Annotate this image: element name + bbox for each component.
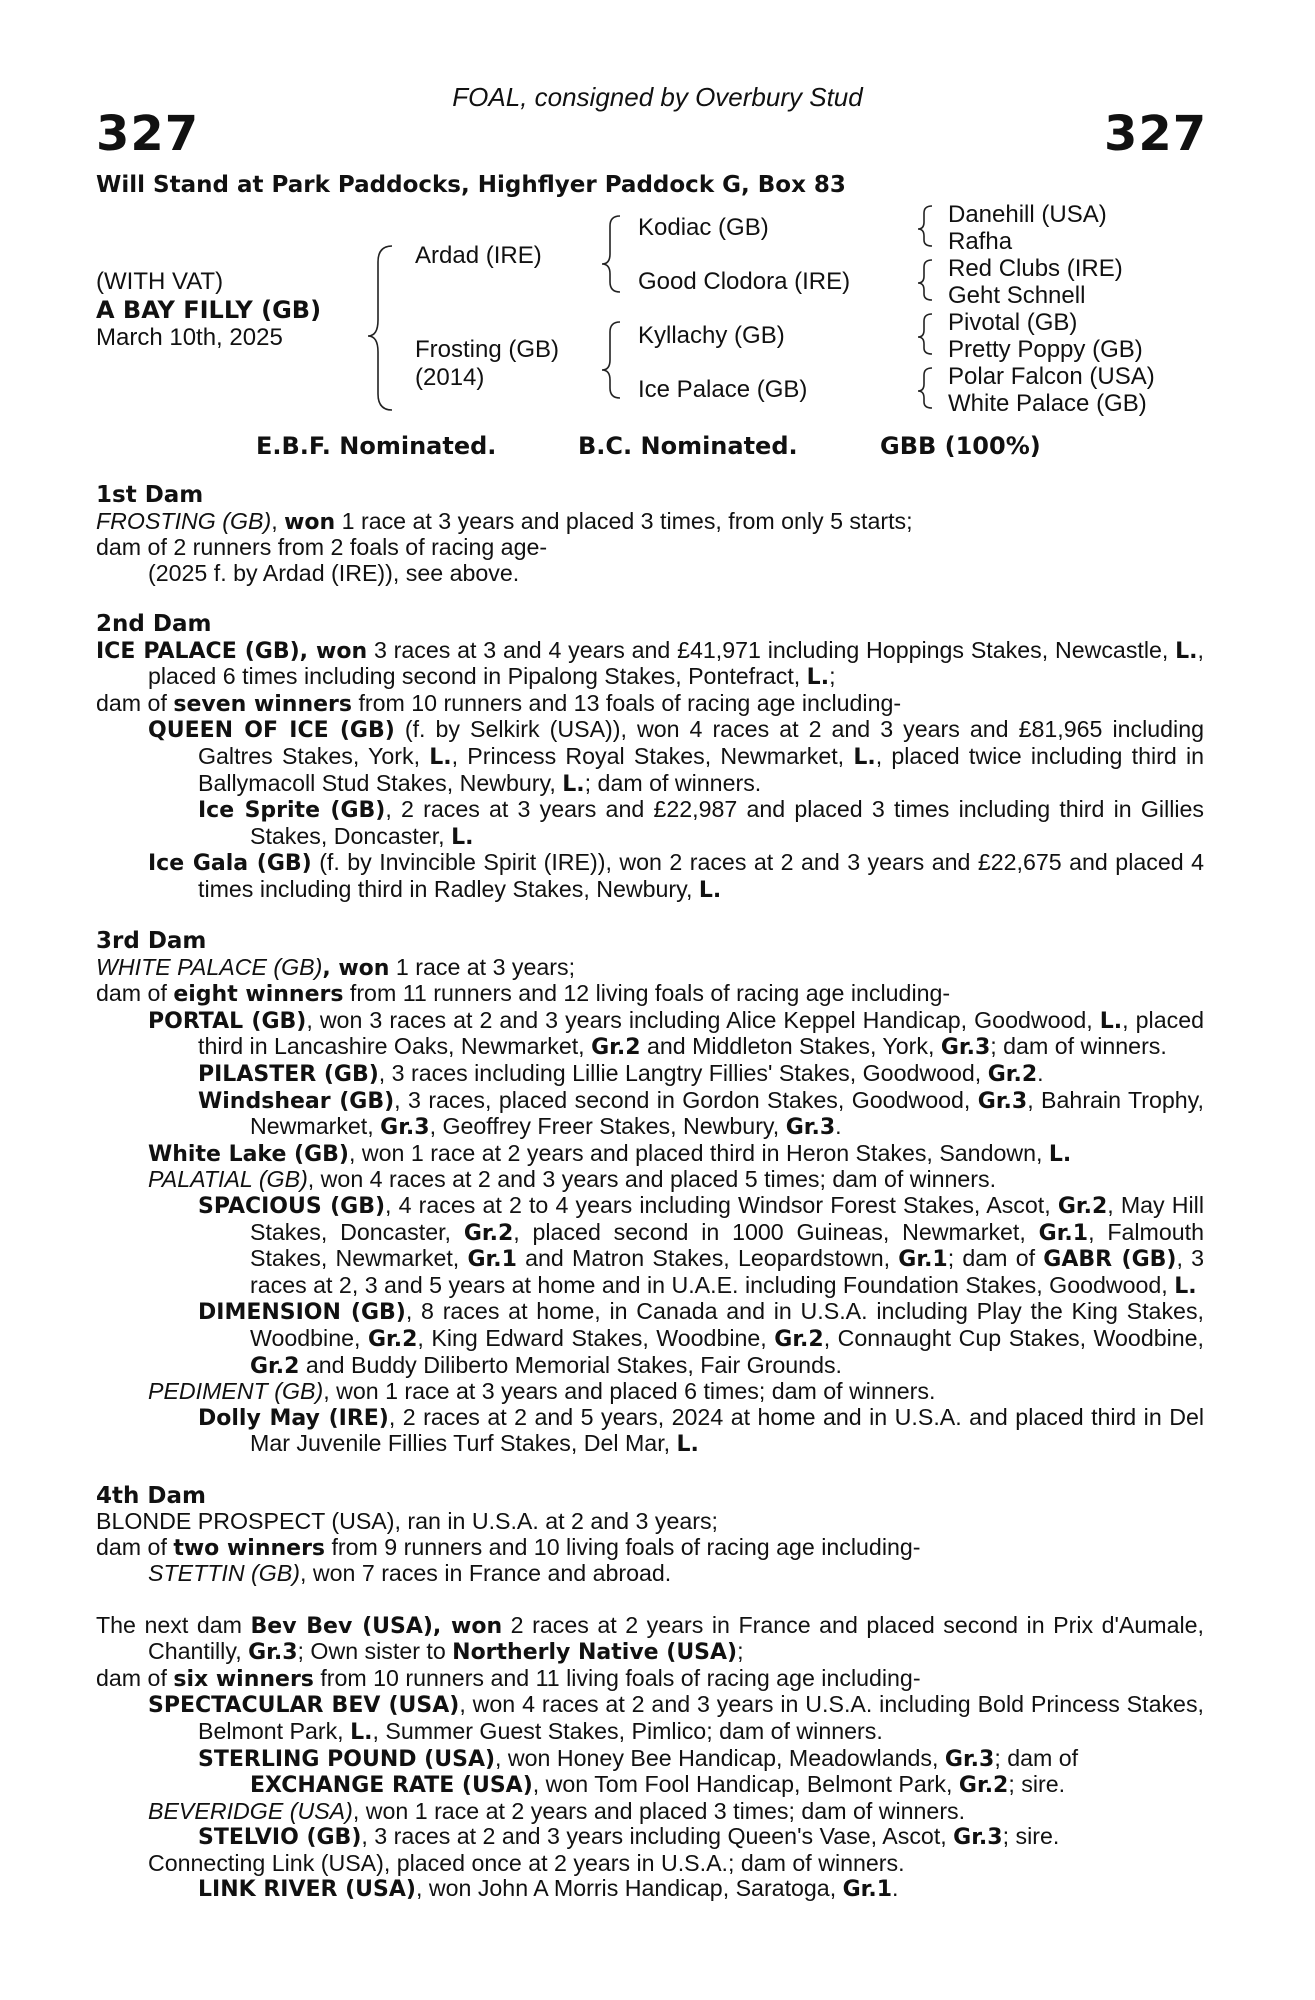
queen-of-ice-entry bbox=[96, 717, 1204, 797]
horse-record: , won Honey Bee Handicap, Meadowlands, bbox=[495, 1744, 945, 1771]
horse-record: and Middleton Stakes, York, bbox=[640, 1033, 941, 1060]
group-badge: Gr.3 bbox=[944, 1746, 995, 1772]
sterling-pound-entry bbox=[96, 1746, 1204, 1773]
horse-name: Bev Bev (USA) bbox=[250, 1613, 433, 1639]
produce-pre: dam of bbox=[96, 1664, 174, 1691]
horse-record: , Princess Royal Stakes, Newmarket, bbox=[451, 742, 854, 769]
bc-nominated: B.C. Nominated. bbox=[578, 432, 798, 460]
group-badge: Gr.2 bbox=[463, 1220, 514, 1246]
group-badge: Gr.3 bbox=[785, 1115, 836, 1141]
second-dam-text-1: 3 races at 3 and 4 years and £41,971 including Hoppings Stakes, Newcastle, bbox=[367, 636, 1176, 663]
dimension-entry bbox=[96, 1299, 1204, 1379]
third-dam-race-record: 1 race at 3 years; bbox=[389, 953, 576, 980]
horse-record: ; dam of bbox=[947, 1245, 1044, 1272]
pedigree-g2: Rafha bbox=[948, 228, 1013, 255]
listed-badge: L. bbox=[429, 744, 452, 770]
horse-name: PORTAL (GB) bbox=[148, 1008, 307, 1034]
horse-name: Ice Gala (GB) bbox=[148, 851, 312, 877]
listed-badge: L. bbox=[698, 877, 722, 903]
horse-record: , 3 races at 2 and 3 years including Queen's Vase, Ascot, bbox=[361, 1823, 954, 1850]
horse-name: GABR (GB) bbox=[1043, 1247, 1177, 1273]
pedigree-dam-sire: Kyllachy (GB) bbox=[638, 322, 785, 349]
ice-sprite-entry bbox=[96, 797, 1204, 850]
palatial-entry bbox=[96, 1167, 1204, 1193]
horse-name: PEDIMENT (GB) bbox=[148, 1378, 324, 1405]
catalogue-body bbox=[96, 483, 1204, 1903]
pedigree-g5: Pivotal (GB) bbox=[948, 309, 1078, 336]
horse-record: , 8 races at home, in Canada and in U.S.A. including Play the King Stakes, Woodbine, bbox=[250, 1298, 1204, 1351]
produce-pre: dam of bbox=[96, 689, 174, 716]
third-dam-name: WHITE PALACE (GB) bbox=[96, 953, 323, 980]
produce-post: from 11 runners and 12 living foals of racing age including- bbox=[343, 980, 951, 1007]
produce-post: from 10 runners and 11 living foals of racing age including- bbox=[313, 1664, 921, 1691]
horse-record: 2 races at 2 years in France and placed second in Prix d'Aumale, Chantilly, bbox=[148, 1611, 1204, 1665]
horse-record: , won 1 race at 2 years and placed 3 times; dam of winners. bbox=[352, 1797, 966, 1824]
horse-record: , placed twice including third in Ballymacoll Stud Stakes, Newbury, bbox=[198, 742, 1204, 796]
white-lake-entry bbox=[96, 1141, 1204, 1168]
main-brace bbox=[368, 246, 392, 410]
first-dam-foal: (2025 f. by Ardad (IRE)), see above. bbox=[148, 559, 520, 586]
horse-record: and Buddy Diliberto Memorial Stakes, Fair Grounds. bbox=[299, 1351, 843, 1378]
beveridge-entry bbox=[96, 1799, 1204, 1825]
horse-record: , 3 races at 2, 3 and 5 years at home and in U.A.E. including Foundation Stakes, Goodwood, bbox=[250, 1245, 1205, 1298]
first-dam-produce: dam of 2 runners from 2 foals of racing age- bbox=[96, 534, 548, 561]
second-dam-produce bbox=[96, 691, 1204, 718]
horse-record: , won 4 races at 2 and 3 years and placed 5 times; dam of winners. bbox=[307, 1166, 997, 1193]
fourth-dam-produce bbox=[96, 1535, 1204, 1562]
group-badge: Gr.3 bbox=[977, 1088, 1028, 1114]
listed-badge: L. bbox=[676, 1432, 699, 1458]
horse-record: , won John A Morris Handicap, Saratoga, bbox=[415, 1875, 843, 1902]
group-badge: Gr.2 bbox=[958, 1773, 1009, 1799]
horse-record: , 2 races at 2 and 5 years, 2024 at home and in U.S.A. and placed third in Del Mar Juvenile Fillies Turf Stakes, Del Mar, bbox=[250, 1403, 1204, 1457]
pedigree-g4: Geht Schnell bbox=[948, 282, 1086, 309]
listed-badge: L. bbox=[451, 824, 474, 850]
foal-name: A BAY FILLY (GB) bbox=[96, 296, 322, 324]
horse-name: STELVIO (GB) bbox=[198, 1825, 362, 1851]
horse-record: , Falmouth Stakes, Newmarket, bbox=[250, 1218, 1204, 1272]
horse-record: and Matron Stakes, Leopardstown, bbox=[516, 1245, 899, 1272]
horse-name: EXCHANGE RATE (USA) bbox=[250, 1773, 533, 1799]
horse-record: . bbox=[1037, 1060, 1044, 1087]
listed-badge: L. bbox=[1099, 1008, 1123, 1034]
second-dam-heading: 2nd Dam bbox=[96, 610, 212, 637]
produce-winners: two winners bbox=[173, 1535, 326, 1561]
produce-pre: dam of bbox=[96, 1533, 174, 1560]
pedigree-sire: Ardad (IRE) bbox=[415, 242, 542, 269]
horse-record: , won Tom Fool Handicap, Belmont Park, bbox=[532, 1771, 959, 1798]
group-badge: Gr.2 bbox=[774, 1327, 824, 1352]
fourth-dam-record: BLONDE PROSPECT (USA), ran in U.S.A. at 2 and 3 years; bbox=[96, 1508, 718, 1535]
listed-badge: L. bbox=[1175, 638, 1198, 664]
group-badge: Gr.2 bbox=[1057, 1194, 1108, 1220]
exchange-rate-entry bbox=[96, 1772, 1204, 1799]
first-dam-race-record: 1 race at 3 years and placed 3 times, from only 5 starts; bbox=[335, 507, 913, 534]
sire-brace bbox=[602, 216, 620, 292]
horse-record: . bbox=[892, 1875, 899, 1902]
listed-badge: L. bbox=[1048, 1141, 1072, 1167]
group-badge: Gr.2 bbox=[987, 1062, 1038, 1088]
won-label: won bbox=[284, 509, 336, 535]
next-dam-intro: The next dam bbox=[96, 1611, 251, 1638]
spectacular-bev-entry bbox=[96, 1692, 1204, 1745]
horse-name: STETTIN (GB) bbox=[148, 1560, 300, 1587]
group-badge: Gr.1 bbox=[467, 1247, 517, 1273]
produce-winners: seven winners bbox=[173, 691, 352, 717]
group-badge: Gr.3 bbox=[248, 1640, 298, 1666]
windshear-entry bbox=[96, 1088, 1204, 1141]
horse-record: , placed second in 1000 Guineas, Newmarket, bbox=[513, 1218, 1039, 1245]
horse-record: (f. by Selkirk (USA)), won 4 races at 2 and 3 years and £81,965 including Galtres Stakes, York, bbox=[198, 716, 1204, 769]
stettin-entry bbox=[96, 1561, 1204, 1587]
horse-record: , 4 races at 2 to 4 years including Windsor Forest Stakes, Ascot, bbox=[385, 1192, 1058, 1219]
gp-brace-3 bbox=[918, 314, 932, 354]
horse-record: ; sire. bbox=[1008, 1771, 1066, 1798]
produce-pre: dam of bbox=[96, 980, 174, 1007]
horse-record: , placed third in Lancashire Oaks, Newmarket, bbox=[198, 1006, 1204, 1060]
horse-name: STERLING POUND (USA) bbox=[198, 1746, 496, 1772]
horse-name: PILASTER (GB) bbox=[198, 1062, 379, 1088]
group-badge: Gr.3 bbox=[953, 1825, 1003, 1851]
consignor-line: FOAL, consigned by Overbury Stud bbox=[452, 82, 863, 112]
third-dam-heading: 3rd Dam bbox=[96, 928, 207, 955]
pediment-entry bbox=[96, 1379, 1204, 1405]
group-badge: Gr.3 bbox=[940, 1035, 991, 1061]
horse-record: , May Hill Stakes, Doncaster, bbox=[250, 1192, 1204, 1245]
horse-record: , Bahrain Trophy, Newmarket, bbox=[250, 1086, 1204, 1140]
horse-name: SPECTACULAR BEV (USA) bbox=[148, 1693, 460, 1719]
horse-record: , won 1 race at 2 years and placed third in Heron Stakes, Sandown, bbox=[349, 1139, 1049, 1166]
vat-label: (WITH VAT) bbox=[96, 268, 224, 295]
horse-name: Ice Sprite (GB) bbox=[198, 798, 386, 824]
pedigree-g7: Polar Falcon (USA) bbox=[948, 363, 1155, 390]
horse-record: , 3 races, placed second in Gordon Stakes, Goodwood, bbox=[394, 1086, 978, 1113]
group-badge: Gr.2 bbox=[591, 1035, 641, 1061]
horse-name: BEVERIDGE (USA) bbox=[148, 1797, 353, 1824]
horse-record: ; dam of bbox=[994, 1744, 1079, 1771]
first-dam-heading: 1st Dam bbox=[96, 482, 204, 508]
dam-brace bbox=[602, 322, 620, 398]
second-dam-text-2: , placed 6 times including second in Pipalong Stakes, Pontefract, bbox=[148, 636, 1204, 690]
ice-gala-entry bbox=[96, 850, 1204, 903]
listed-badge: L. bbox=[350, 1719, 373, 1745]
gp-brace-2 bbox=[918, 260, 932, 300]
gp-brace-1 bbox=[918, 206, 932, 246]
produce-winners: six winners bbox=[173, 1666, 314, 1692]
horse-record: ; Own sister to bbox=[297, 1638, 453, 1665]
first-dam-name: FROSTING (GB) bbox=[96, 507, 272, 534]
horse-name: QUEEN OF ICE (GB) bbox=[148, 718, 395, 744]
horse-record: , won 1 race at 3 years and placed 6 times; dam of winners. bbox=[323, 1378, 936, 1405]
pedigree-g6: Pretty Poppy (GB) bbox=[948, 336, 1143, 363]
horse-record: ; sire. bbox=[1002, 1823, 1060, 1850]
dolly-may-entry bbox=[96, 1405, 1204, 1458]
group-badge: Gr.2 bbox=[250, 1353, 300, 1379]
pedigree-sire-sire: Kodiac (GB) bbox=[638, 214, 769, 241]
third-dam-produce bbox=[96, 981, 1204, 1008]
horse-name: PALATIAL (GB) bbox=[148, 1166, 308, 1193]
horse-record: , 3 races including Lillie Langtry Fillies' Stakes, Goodwood, bbox=[378, 1060, 988, 1087]
horse-record: , 2 races at 3 years and £22,987 and placed 3 times including third in Gillies Stakes, Doncaster, bbox=[250, 796, 1205, 849]
horse-record: , Summer Guest Stakes, Pimlico; dam of winners. bbox=[372, 1717, 883, 1744]
portal-entry bbox=[96, 1008, 1204, 1061]
produce-winners: eight winners bbox=[173, 982, 344, 1008]
next-dam-record bbox=[96, 1613, 1204, 1666]
horse-name: DIMENSION (GB) bbox=[198, 1300, 406, 1326]
listed-badge: L. bbox=[1174, 1273, 1197, 1299]
pedigree-g8: White Palace (GB) bbox=[948, 390, 1147, 417]
lot-number-right: 327 bbox=[1104, 106, 1208, 162]
horse-record: ; bbox=[737, 1638, 744, 1665]
group-badge: Gr.2 bbox=[367, 1327, 418, 1352]
second-dam-text-3: ; bbox=[829, 663, 836, 690]
horse-record: ; dam of winners. bbox=[584, 769, 762, 796]
horse-name: Northerly Native (USA) bbox=[452, 1640, 738, 1666]
lot-number-left: 327 bbox=[96, 106, 200, 162]
group-badge: Gr.1 bbox=[842, 1877, 893, 1903]
pedigree-g3: Red Clubs (IRE) bbox=[948, 255, 1123, 282]
horse-record: , King Edward Stakes, Woodbine, bbox=[417, 1325, 775, 1351]
horse-record: , Connaught Cup Stakes, Woodbine, bbox=[823, 1325, 1204, 1351]
group-badge: Gr.1 bbox=[898, 1247, 948, 1273]
second-dam-name: ICE PALACE (GB), won bbox=[96, 638, 368, 664]
horse-record: ; dam of winners. bbox=[990, 1033, 1167, 1060]
horse-record: , won 7 races in France and abroad. bbox=[300, 1560, 672, 1587]
pedigree-dam-year: (2014) bbox=[415, 364, 485, 391]
horse-name: Windshear (GB) bbox=[198, 1088, 395, 1114]
foal-dob: March 10th, 2025 bbox=[96, 324, 283, 351]
horse-name: White Lake (GB) bbox=[148, 1141, 349, 1167]
pilaster-entry bbox=[96, 1061, 1204, 1088]
third-dam-record bbox=[96, 955, 1204, 982]
listed-badge: L. bbox=[806, 665, 830, 691]
listed-badge: L. bbox=[853, 744, 876, 770]
connecting-link-entry: Connecting Link (USA), placed once at 2 years in U.S.A.; dam of winners. bbox=[148, 1849, 905, 1876]
group-badge: Gr.1 bbox=[1038, 1220, 1089, 1246]
gp-brace-4 bbox=[918, 368, 932, 408]
horse-record: (f. by Invincible Spirit (IRE)), won 2 races at 2 and 3 years and £22,675 and placed 4 times including third in Radley Stakes, Newbury, bbox=[198, 849, 1204, 902]
pedigree-dam-dam: Ice Palace (GB) bbox=[638, 376, 808, 403]
horse-record: , won 4 races at 2 and 3 years in U.S.A. including Bold Princess Stakes, Belmont Park, bbox=[198, 1691, 1204, 1744]
won-label: , won bbox=[432, 1613, 503, 1639]
first-dam-record: FROSTING (GB), won 1 race at 3 years and placed 3 times, from only 5 starts; bbox=[96, 507, 913, 535]
horse-record: , won 3 races at 2 and 3 years including Alice Keppel Handicap, Goodwood, bbox=[306, 1006, 1100, 1033]
next-dam-produce bbox=[96, 1666, 1204, 1693]
location-line: Will Stand at Park Paddocks, Highflyer Paddock G, Box 83 bbox=[96, 172, 846, 198]
pedigree-sire-dam: Good Clodora (IRE) bbox=[638, 268, 851, 295]
horse-name: Dolly May (IRE) bbox=[198, 1405, 389, 1431]
group-badge: Gr.3 bbox=[380, 1115, 430, 1141]
ebf-nominated: E.B.F. Nominated. bbox=[256, 432, 497, 460]
horse-record: . bbox=[835, 1113, 842, 1140]
horse-name: SPACIOUS (GB) bbox=[198, 1194, 386, 1220]
second-dam-record bbox=[96, 638, 1204, 691]
produce-post: from 9 runners and 10 living foals of racing age including- bbox=[325, 1533, 921, 1560]
listed-badge: L. bbox=[562, 771, 585, 797]
won-label: , won bbox=[322, 955, 390, 981]
fourth-dam-heading: 4th Dam bbox=[96, 1482, 206, 1509]
horse-record: , Geoffrey Freer Stakes, Newbury, bbox=[429, 1113, 786, 1140]
stelvio-entry bbox=[96, 1824, 1204, 1851]
link-river-entry bbox=[96, 1876, 1204, 1903]
pedigree-dam: Frosting (GB) bbox=[415, 336, 560, 363]
gbb-rating: GBB (100%) bbox=[880, 432, 1041, 460]
produce-post: from 10 runners and 13 foals of racing age including- bbox=[352, 689, 902, 716]
pedigree-g1: Danehill (USA) bbox=[948, 201, 1107, 228]
spacious-entry bbox=[96, 1193, 1204, 1299]
horse-name: LINK RIVER (USA) bbox=[198, 1877, 416, 1903]
